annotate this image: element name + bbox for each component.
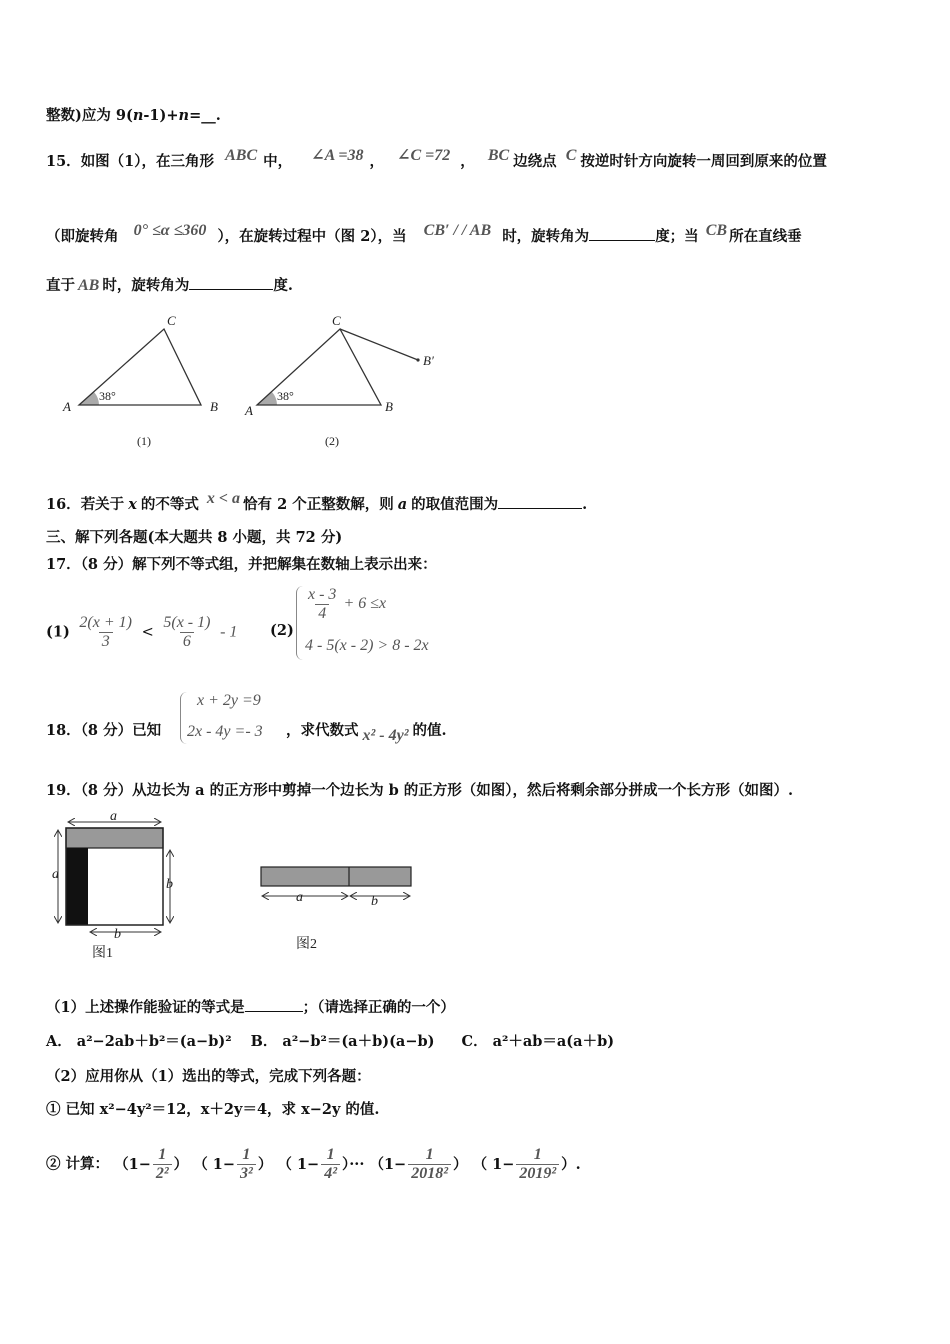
calc-term-5: （ 1− $\frac{1}{\text{2019²}}$ ）.: [472, 1146, 581, 1182]
brace-q18: [180, 692, 187, 744]
option-b: B． a²−b²＝(a＋b)(a−b): [250, 1033, 435, 1050]
q15-line1: 15．如图（1），在三角形 ABC 中， ∠A =38 ， ∠C =72 ， BC 边绕点 C 按逆时针方向旋转一周回到原来的位置: [46, 147, 827, 170]
answer-blank-3[interactable]: [498, 494, 582, 509]
vertex-a-1: A: [63, 399, 71, 414]
fraction-left: $\frac{2(x + 1)}{3}$: [79, 614, 132, 650]
label-a-top: a: [110, 809, 117, 824]
triangle-2: [257, 329, 381, 405]
calc-term-4: （1− $\frac{1}{\text{2018²}}$ ）: [369, 1146, 468, 1182]
caption-fig19-2: 图2: [296, 937, 317, 952]
brace-q17: [296, 586, 303, 660]
top-strip: [66, 828, 163, 848]
point-bprime: [416, 358, 419, 361]
q16-line: 16．若关于 x 的不等式 x < a 恰有 2 个正整数解，则 a 的取值范围为 .: [46, 490, 588, 513]
calc-term-3: （ 1− $\frac{1}{\text{4²}}$ ）···: [277, 1146, 365, 1182]
q15-line3: 直于 AB 时，旋转角为 度.: [46, 277, 293, 294]
q18-line: 18．（8 分）已知: [46, 722, 162, 739]
q19-item2: ② 计算： （1− $\frac{1}{\text{2²}}$ ） （ 1− $\frac{1}{\text{3²}}$ ） （ 1− $\frac{1}{\text{4²}}$ ）··· （1− $\frac{1}{\text{2018²}}$ ） （ 1− $\frac{1}{\text{2019²}}$ ）.: [46, 1146, 581, 1182]
label-a-bar: a: [296, 890, 303, 905]
fraction-right: $\frac{5(x - 1)}{6}$: [163, 614, 211, 650]
q17-line: 17．（8 分）解下列不等式组，并把解集在数轴上表示出来：: [46, 556, 437, 573]
vertex-bprime: B′: [423, 353, 434, 368]
q19-options: [46, 1030, 614, 1051]
calc-term-1: （1− $\frac{1}{\text{2²}}$ ）: [114, 1146, 189, 1182]
left-strip: [66, 848, 88, 925]
q19-sub2: （2）应用你从（1）选出的等式，完成下列各题：: [46, 1068, 371, 1085]
option-a: A． a²−2ab＋b²＝(a−b)²: [46, 1033, 232, 1050]
calc-term-2: （ 1− $\frac{1}{\text{3²}}$ ）: [193, 1146, 273, 1182]
label-a-left: a: [52, 867, 59, 882]
answer-blank-4[interactable]: [245, 997, 303, 1012]
caption-fig19-1: 图1: [92, 946, 113, 961]
q18-eq1: x + 2y =9: [197, 692, 261, 709]
triangle-1: [79, 329, 201, 405]
vertex-a-2: A: [245, 403, 253, 418]
q15-line2: （即旋转角 0° ≤α ≤360 ），在旋转过程中（图 2），当 CB′ / / AB 时，旋转角为 度；当 CB 所在直线垂: [46, 222, 802, 245]
q18-eq2: 2x - 4y =- 3: [187, 723, 263, 740]
q19-sub1: （1）上述操作能验证的等式是 ；（请选择正确的一个）: [46, 999, 455, 1016]
angle-label-2: 38°: [277, 389, 294, 403]
angle-label-1: 38°: [99, 389, 116, 403]
q17-part1: (1) $\frac{2(x + 1)}{3}$ < $\frac{5(x - 1)}{6}$ - 1: [46, 614, 238, 650]
section-title: 三、解下列各题(本大题共 8 小题，共 72 分): [46, 529, 343, 546]
label-b-right: b: [166, 877, 173, 892]
q17-system-row2: 4 - 5(x - 2) > 8 - 2x: [305, 637, 429, 654]
long-rectangle: [261, 867, 411, 886]
vertex-b-1: B: [210, 399, 218, 414]
square-figures: [46, 808, 466, 968]
label-b-bottom: b: [114, 927, 121, 942]
option-c: C． a²＋ab＝a(a＋b): [461, 1033, 615, 1050]
caption-fig2: (2): [325, 434, 339, 448]
q18-tail: ，求代数式 x² - 4y² 的值.: [286, 722, 447, 744]
label-b-bar: b: [371, 894, 378, 909]
rotated-segment-cb: [340, 329, 418, 360]
q19-line: 19．（8 分）从边长为 a 的正方形中剪掉一个边长为 b 的正方形（如图），然后将剩余部分拼成一个长方形（如图）.: [46, 782, 794, 799]
vertex-c-2: C: [332, 313, 341, 328]
caption-fig1: (1): [137, 434, 151, 448]
q14-tail: 整数)应为 9(n-1)+n=__.: [46, 107, 221, 124]
vertex-c-1: C: [167, 313, 176, 328]
answer-blank-2[interactable]: [189, 275, 273, 290]
triangle-figures: [55, 305, 455, 455]
q17-part2-label: (2): [270, 622, 294, 639]
q19-item1: ① 已知 x²−4y²＝12，x＋2y＝4，求 x−2y 的值.: [46, 1101, 380, 1118]
vertex-b-2: B: [385, 399, 393, 414]
q17-system-row1: $\frac{x - 3}{4}$ + 6 ≤x: [308, 586, 387, 622]
answer-blank-1[interactable]: [589, 226, 655, 241]
